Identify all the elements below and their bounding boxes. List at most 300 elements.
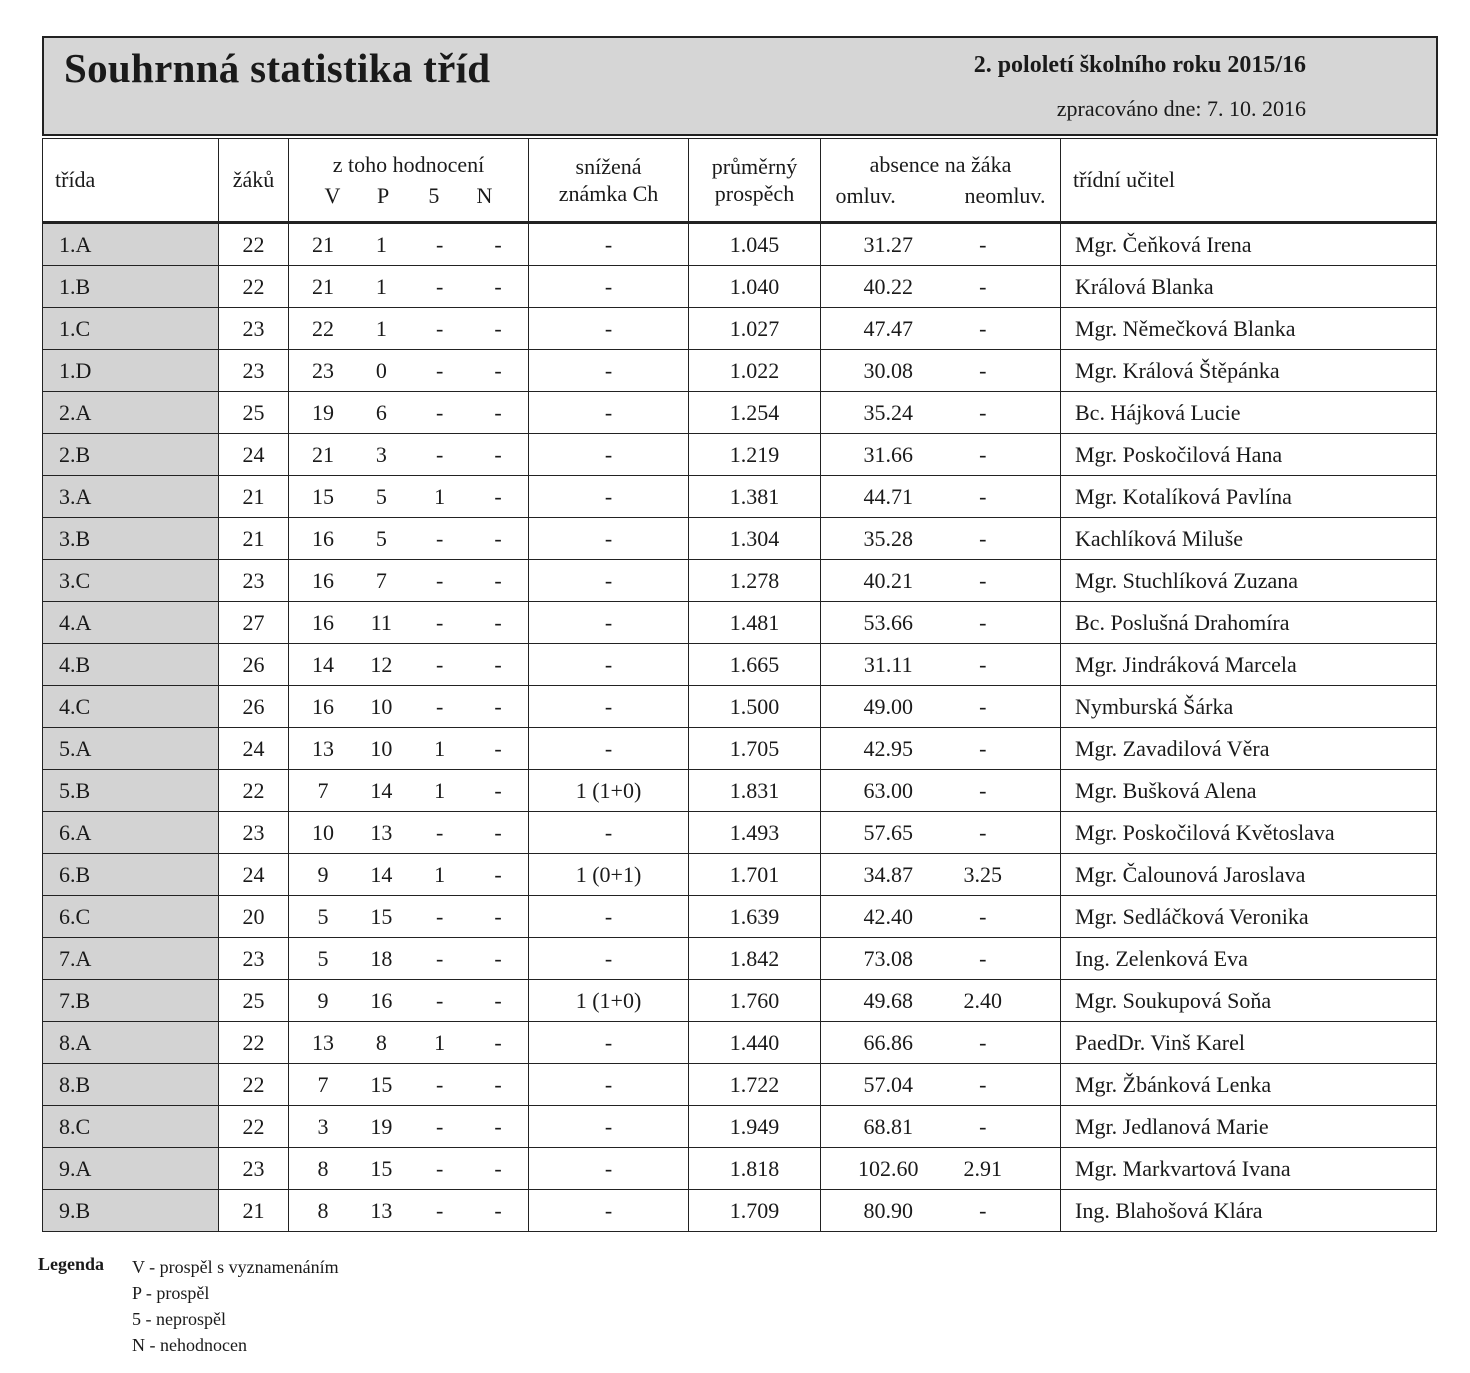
legend-item: V - prospěl s vyznamenáním xyxy=(132,1257,339,1277)
table-row xyxy=(43,350,1437,392)
cell-class: 7.A xyxy=(43,938,219,980)
cell-average: 1.701 xyxy=(689,854,821,896)
cell-reduced-grade: 1 (0+1) xyxy=(529,854,689,896)
cell-teacher: Kachlíková Miluše xyxy=(1061,518,1437,560)
cell-class: 4.B xyxy=(43,644,219,686)
cell-reduced-grade: - xyxy=(529,602,689,644)
cell-students: 23 xyxy=(219,308,289,350)
header-evaluation-subcolumns xyxy=(309,182,509,210)
cell-class: 3.B xyxy=(43,518,219,560)
cell-teacher: Mgr. Bušková Alena xyxy=(1061,770,1437,812)
cell-average: 1.705 xyxy=(689,728,821,770)
cell-eval-v: 5 xyxy=(317,945,329,971)
cell-students: 22 xyxy=(219,223,289,266)
cell-reduced-grade: - xyxy=(529,686,689,728)
cell-absence-unexcused: - xyxy=(979,273,987,299)
cell-students: 22 xyxy=(219,1106,289,1148)
cell-teacher: Mgr. Jindráková Marcela xyxy=(1061,644,1437,686)
table-row xyxy=(43,560,1437,602)
cell-eval-5: - xyxy=(435,609,444,635)
cell-absence xyxy=(821,1064,1061,1106)
cell-eval-p: 13 xyxy=(370,1197,393,1223)
cell-class: 1.D xyxy=(43,350,219,392)
cell-eval-n: - xyxy=(494,903,502,929)
cell-teacher: Mgr. Čeňková Irena xyxy=(1061,223,1437,266)
cell-students: 25 xyxy=(219,392,289,434)
cell-eval-5: - xyxy=(435,987,444,1013)
cell-students: 23 xyxy=(219,350,289,392)
cell-absence-unexcused: - xyxy=(979,567,987,593)
cell-eval-5: - xyxy=(435,273,444,299)
cell-absence xyxy=(821,770,1061,812)
cell-eval-5: - xyxy=(435,1071,444,1097)
cell-students: 23 xyxy=(219,560,289,602)
cell-evaluation xyxy=(289,560,529,602)
table-body xyxy=(43,223,1437,1232)
cell-eval-v: 21 xyxy=(312,231,334,257)
cell-teacher: Králová Blanka xyxy=(1061,266,1437,308)
cell-absence xyxy=(821,1106,1061,1148)
cell-teacher: Mgr. Kotalíková Pavlína xyxy=(1061,476,1437,518)
cell-class: 9.A xyxy=(43,1148,219,1190)
cell-class: 8.B xyxy=(43,1064,219,1106)
cell-eval-v: 3 xyxy=(317,1113,329,1139)
cell-students: 21 xyxy=(219,1190,289,1232)
cell-evaluation xyxy=(289,266,529,308)
cell-eval-p: 13 xyxy=(370,819,393,845)
cell-absence xyxy=(821,223,1061,266)
cell-eval-n: - xyxy=(494,861,502,887)
table-row xyxy=(43,602,1437,644)
cell-absence-excused: 40.21 xyxy=(863,567,913,593)
cell-class: 6.C xyxy=(43,896,219,938)
cell-eval-n: - xyxy=(494,525,502,551)
cell-eval-n: - xyxy=(494,357,502,383)
cell-reduced-grade: - xyxy=(529,266,689,308)
cell-average: 1.665 xyxy=(689,644,821,686)
cell-absence-excused: 31.66 xyxy=(863,441,913,467)
cell-eval-5: - xyxy=(435,945,444,971)
school-period: 2. pololetí školního roku 2015/16 xyxy=(973,52,1306,78)
cell-reduced-grade: - xyxy=(529,1190,689,1232)
cell-class: 2.B xyxy=(43,434,219,476)
header-absence xyxy=(821,139,1061,223)
cell-eval-v: 13 xyxy=(312,1029,334,1055)
cell-absence-unexcused: - xyxy=(979,399,987,425)
cell-students: 22 xyxy=(219,770,289,812)
cell-class: 4.A xyxy=(43,602,219,644)
cell-class: 5.A xyxy=(43,728,219,770)
table-row xyxy=(43,770,1437,812)
cell-eval-p: 5 xyxy=(375,525,387,551)
cell-evaluation xyxy=(289,392,529,434)
page-title: Souhrnná statistika tříd xyxy=(64,45,491,91)
cell-eval-n: - xyxy=(494,273,502,299)
cell-eval-v: 10 xyxy=(312,819,334,845)
cell-eval-5: - xyxy=(435,1113,444,1139)
cell-absence-excused: 73.08 xyxy=(863,945,913,971)
table-row xyxy=(43,1190,1437,1232)
table-row xyxy=(43,938,1437,980)
cell-eval-p: 16 xyxy=(370,987,393,1013)
table-row xyxy=(43,476,1437,518)
cell-average: 1.709 xyxy=(689,1190,821,1232)
cell-eval-v: 19 xyxy=(312,399,334,425)
cell-absence-unexcused: - xyxy=(979,1197,987,1223)
cell-average: 1.381 xyxy=(689,476,821,518)
cell-eval-n: - xyxy=(494,1029,502,1055)
cell-absence-excused: 44.71 xyxy=(863,483,913,509)
cell-eval-5: - xyxy=(435,441,444,467)
cell-evaluation xyxy=(289,980,529,1022)
cell-eval-p: 1 xyxy=(375,315,387,341)
legend-item: N - nehodnocen xyxy=(132,1335,247,1355)
cell-absence xyxy=(821,938,1061,980)
header-reduced-grade xyxy=(529,139,689,223)
cell-eval-v: 5 xyxy=(317,903,329,929)
cell-eval-n: - xyxy=(494,1197,502,1223)
cell-eval-5: 1 xyxy=(434,1029,446,1055)
cell-absence xyxy=(821,602,1061,644)
cell-absence xyxy=(821,560,1061,602)
cell-absence-excused: 35.24 xyxy=(863,399,913,425)
cell-absence xyxy=(821,434,1061,476)
cell-students: 23 xyxy=(219,812,289,854)
cell-absence-unexcused: - xyxy=(979,819,987,845)
table-row xyxy=(43,644,1437,686)
cell-eval-p: 14 xyxy=(370,861,393,887)
cell-teacher: PaedDr. Vinš Karel xyxy=(1061,1022,1437,1064)
header-eval-n: N xyxy=(476,183,493,208)
cell-class: 6.B xyxy=(43,854,219,896)
cell-students: 24 xyxy=(219,728,289,770)
cell-eval-p: 0 xyxy=(375,357,387,383)
cell-absence-excused: 57.04 xyxy=(863,1071,913,1097)
table-row xyxy=(43,1064,1437,1106)
cell-students: 20 xyxy=(219,896,289,938)
cell-absence-excused: 31.27 xyxy=(863,231,913,257)
legend-item: P - prospěl xyxy=(132,1283,210,1303)
cell-absence-unexcused: - xyxy=(979,945,987,971)
cell-absence-excused: 66.86 xyxy=(863,1029,913,1055)
cell-eval-n: - xyxy=(494,987,502,1013)
cell-teacher: Nymburská Šárka xyxy=(1061,686,1437,728)
cell-absence-excused: 49.68 xyxy=(863,987,913,1013)
cell-class: 3.A xyxy=(43,476,219,518)
cell-eval-5: - xyxy=(435,693,444,719)
cell-eval-v: 8 xyxy=(317,1197,329,1223)
table-row xyxy=(43,1106,1437,1148)
cell-absence xyxy=(821,266,1061,308)
cell-class: 6.A xyxy=(43,812,219,854)
cell-eval-n: - xyxy=(494,945,502,971)
cell-absence-unexcused: - xyxy=(979,231,987,257)
table-row xyxy=(43,1022,1437,1064)
cell-teacher: Bc. Poslušná Drahomíra xyxy=(1061,602,1437,644)
cell-eval-p: 15 xyxy=(370,903,393,929)
cell-evaluation xyxy=(289,812,529,854)
cell-eval-v: 16 xyxy=(312,567,334,593)
cell-students: 21 xyxy=(219,518,289,560)
cell-eval-v: 15 xyxy=(312,483,334,509)
cell-eval-5: - xyxy=(435,1197,444,1223)
cell-evaluation xyxy=(289,1022,529,1064)
cell-students: 21 xyxy=(219,476,289,518)
cell-eval-v: 9 xyxy=(317,861,329,887)
cell-absence xyxy=(821,308,1061,350)
cell-average: 1.949 xyxy=(689,1106,821,1148)
cell-teacher: Mgr. Králová Štěpánka xyxy=(1061,350,1437,392)
cell-absence-unexcused: - xyxy=(979,1029,987,1055)
cell-eval-n: - xyxy=(494,819,502,845)
cell-students: 22 xyxy=(219,1064,289,1106)
cell-eval-5: 1 xyxy=(434,861,446,887)
cell-absence-excused: 80.90 xyxy=(863,1197,913,1223)
cell-average: 1.027 xyxy=(689,308,821,350)
cell-students: 26 xyxy=(219,644,289,686)
cell-reduced-grade: - xyxy=(529,896,689,938)
cell-eval-v: 21 xyxy=(312,441,334,467)
processed-date: zpracováno dne: 7. 10. 2016 xyxy=(1056,96,1306,121)
cell-evaluation xyxy=(289,896,529,938)
cell-class: 1.C xyxy=(43,308,219,350)
legend-items xyxy=(132,1254,339,1358)
cell-eval-p: 10 xyxy=(370,693,393,719)
cell-class: 2.A xyxy=(43,392,219,434)
cell-eval-n: - xyxy=(494,1113,502,1139)
cell-teacher: Mgr. Soukupová Soňa xyxy=(1061,980,1437,1022)
header-eval-5: 5 xyxy=(428,183,440,208)
header-eval-v: V xyxy=(324,183,341,208)
cell-absence-excused: 53.66 xyxy=(863,609,913,635)
cell-teacher: Mgr. Poskočilová Květoslava xyxy=(1061,812,1437,854)
cell-teacher: Mgr. Jedlanová Marie xyxy=(1061,1106,1437,1148)
cell-eval-5: - xyxy=(435,315,444,341)
cell-evaluation xyxy=(289,644,529,686)
cell-average: 1.254 xyxy=(689,392,821,434)
cell-class: 1.A xyxy=(43,223,219,266)
cell-eval-5: 1 xyxy=(434,483,446,509)
cell-eval-p: 19 xyxy=(370,1113,393,1139)
cell-reduced-grade: 1 (1+0) xyxy=(529,980,689,1022)
cell-absence xyxy=(821,812,1061,854)
cell-average: 1.500 xyxy=(689,686,821,728)
cell-eval-5: - xyxy=(435,651,444,677)
cell-absence xyxy=(821,1190,1061,1232)
cell-students: 24 xyxy=(219,434,289,476)
cell-evaluation xyxy=(289,770,529,812)
cell-eval-n: - xyxy=(494,1155,502,1181)
cell-reduced-grade: - xyxy=(529,350,689,392)
cell-reduced-grade: - xyxy=(529,1064,689,1106)
cell-eval-v: 21 xyxy=(312,273,334,299)
cell-eval-n: - xyxy=(494,231,502,257)
cell-eval-5: - xyxy=(435,231,444,257)
table-row xyxy=(43,223,1437,266)
cell-class: 7.B xyxy=(43,980,219,1022)
header-absence-label: absence na žáka xyxy=(869,151,1012,177)
cell-eval-n: - xyxy=(494,441,502,467)
cell-reduced-grade: 1 (1+0) xyxy=(529,770,689,812)
cell-absence-excused: 35.28 xyxy=(863,525,913,551)
cell-absence-unexcused: 2.40 xyxy=(963,987,1002,1013)
cell-eval-p: 1 xyxy=(375,231,387,257)
cell-eval-p: 7 xyxy=(375,567,387,593)
cell-teacher: Mgr. Čalounová Jaroslava xyxy=(1061,854,1437,896)
cell-absence xyxy=(821,854,1061,896)
cell-eval-v: 13 xyxy=(312,735,334,761)
table-row xyxy=(43,728,1437,770)
cell-eval-p: 11 xyxy=(370,609,392,635)
table-row xyxy=(43,980,1437,1022)
header-evaluation xyxy=(289,139,529,223)
cell-absence-excused: 63.00 xyxy=(863,777,913,803)
cell-class: 4.C xyxy=(43,686,219,728)
cell-absence-unexcused: - xyxy=(979,777,987,803)
cell-absence-unexcused: - xyxy=(979,357,987,383)
table-row xyxy=(43,686,1437,728)
cell-teacher: Ing. Blahošová Klára xyxy=(1061,1190,1437,1232)
cell-students: 26 xyxy=(219,686,289,728)
cell-class: 9.B xyxy=(43,1190,219,1232)
cell-average: 1.831 xyxy=(689,770,821,812)
header-students: žáků xyxy=(219,139,289,223)
cell-reduced-grade: - xyxy=(529,560,689,602)
header-average-line2: prospěch xyxy=(714,181,795,206)
cell-absence-excused: 30.08 xyxy=(863,357,913,383)
cell-class: 8.A xyxy=(43,1022,219,1064)
cell-students: 23 xyxy=(219,1148,289,1190)
cell-eval-p: 5 xyxy=(375,483,387,509)
cell-absence-unexcused: - xyxy=(979,1071,987,1097)
cell-evaluation xyxy=(289,728,529,770)
cell-eval-v: 14 xyxy=(312,651,334,677)
header-absence-excused: omluv. xyxy=(835,183,896,208)
cell-eval-p: 8 xyxy=(375,1029,387,1055)
cell-students: 22 xyxy=(219,266,289,308)
cell-eval-p: 14 xyxy=(370,777,393,803)
cell-average: 1.022 xyxy=(689,350,821,392)
cell-average: 1.304 xyxy=(689,518,821,560)
cell-eval-n: - xyxy=(494,609,502,635)
cell-eval-n: - xyxy=(494,315,502,341)
cell-reduced-grade: - xyxy=(529,476,689,518)
cell-eval-v: 7 xyxy=(317,1071,329,1097)
cell-teacher: Mgr. Poskočilová Hana xyxy=(1061,434,1437,476)
cell-eval-5: - xyxy=(435,357,444,383)
cell-average: 1.040 xyxy=(689,266,821,308)
cell-absence-unexcused: - xyxy=(979,651,987,677)
cell-eval-n: - xyxy=(494,777,502,803)
cell-teacher: Mgr. Sedláčková Veronika xyxy=(1061,896,1437,938)
cell-absence-excused: 102.60 xyxy=(858,1155,919,1181)
cell-eval-5: - xyxy=(435,819,444,845)
cell-absence-unexcused: 3.25 xyxy=(963,861,1002,887)
cell-absence-unexcused: - xyxy=(979,609,987,635)
cell-reduced-grade: - xyxy=(529,308,689,350)
cell-absence xyxy=(821,1022,1061,1064)
cell-absence xyxy=(821,644,1061,686)
legend-item: 5 - neprospěl xyxy=(132,1309,226,1329)
cell-teacher: Mgr. Žbánková Lenka xyxy=(1061,1064,1437,1106)
cell-eval-v: 23 xyxy=(312,357,334,383)
legend-title: Legenda xyxy=(38,1254,105,1274)
header-eval-p: P xyxy=(377,183,390,208)
cell-absence-excused: 49.00 xyxy=(863,693,913,719)
cell-absence xyxy=(821,980,1061,1022)
cell-absence-unexcused: 2.91 xyxy=(963,1155,1002,1181)
cell-absence-excused: 42.40 xyxy=(863,903,913,929)
cell-evaluation xyxy=(289,938,529,980)
cell-students: 23 xyxy=(219,938,289,980)
table-header-row xyxy=(43,139,1437,223)
header-class: třída xyxy=(43,139,219,223)
table-row xyxy=(43,812,1437,854)
header-reduced-line2: známka Ch xyxy=(558,181,659,206)
cell-eval-v: 7 xyxy=(317,777,329,803)
cell-absence-excused: 57.65 xyxy=(863,819,913,845)
header-reduced-line1: snížená xyxy=(575,153,642,179)
cell-average: 1.440 xyxy=(689,1022,821,1064)
cell-reduced-grade: - xyxy=(529,938,689,980)
cell-absence xyxy=(821,896,1061,938)
cell-absence xyxy=(821,350,1061,392)
cell-average: 1.493 xyxy=(689,812,821,854)
cell-students: 24 xyxy=(219,854,289,896)
cell-reduced-grade: - xyxy=(529,392,689,434)
cell-average: 1.481 xyxy=(689,602,821,644)
cell-eval-v: 9 xyxy=(317,987,329,1013)
cell-eval-p: 1 xyxy=(375,273,387,299)
cell-average: 1.722 xyxy=(689,1064,821,1106)
cell-reduced-grade: - xyxy=(529,1148,689,1190)
cell-class: 8.C xyxy=(43,1106,219,1148)
cell-evaluation xyxy=(289,686,529,728)
cell-evaluation xyxy=(289,1148,529,1190)
cell-absence-excused: 34.87 xyxy=(863,861,913,887)
cell-reduced-grade: - xyxy=(529,223,689,266)
table-row xyxy=(43,392,1437,434)
header-average-line1: průměrný xyxy=(711,153,798,179)
cell-eval-5: - xyxy=(435,1155,444,1181)
cell-reduced-grade: - xyxy=(529,434,689,476)
cell-absence-unexcused: - xyxy=(979,315,987,341)
cell-absence xyxy=(821,1148,1061,1190)
table-row xyxy=(43,434,1437,476)
table-row xyxy=(43,896,1437,938)
cell-teacher: Mgr. Němečková Blanka xyxy=(1061,308,1437,350)
cell-evaluation xyxy=(289,434,529,476)
cell-absence xyxy=(821,476,1061,518)
cell-teacher: Bc. Hájková Lucie xyxy=(1061,392,1437,434)
cell-absence-excused: 42.95 xyxy=(863,735,913,761)
cell-reduced-grade: - xyxy=(529,518,689,560)
cell-absence-unexcused: - xyxy=(979,903,987,929)
cell-average: 1.045 xyxy=(689,223,821,266)
cell-reduced-grade: - xyxy=(529,812,689,854)
cell-teacher: Mgr. Zavadilová Věra xyxy=(1061,728,1437,770)
header-average xyxy=(689,139,821,223)
cell-evaluation xyxy=(289,476,529,518)
cell-absence-excused: 47.47 xyxy=(863,315,913,341)
cell-eval-n: - xyxy=(494,735,502,761)
cell-reduced-grade: - xyxy=(529,1022,689,1064)
cell-absence-unexcused: - xyxy=(979,483,987,509)
cell-absence-excused: 40.22 xyxy=(863,273,913,299)
cell-evaluation xyxy=(289,1190,529,1232)
cell-teacher: Ing. Zelenková Eva xyxy=(1061,938,1437,980)
cell-eval-n: - xyxy=(494,651,502,677)
